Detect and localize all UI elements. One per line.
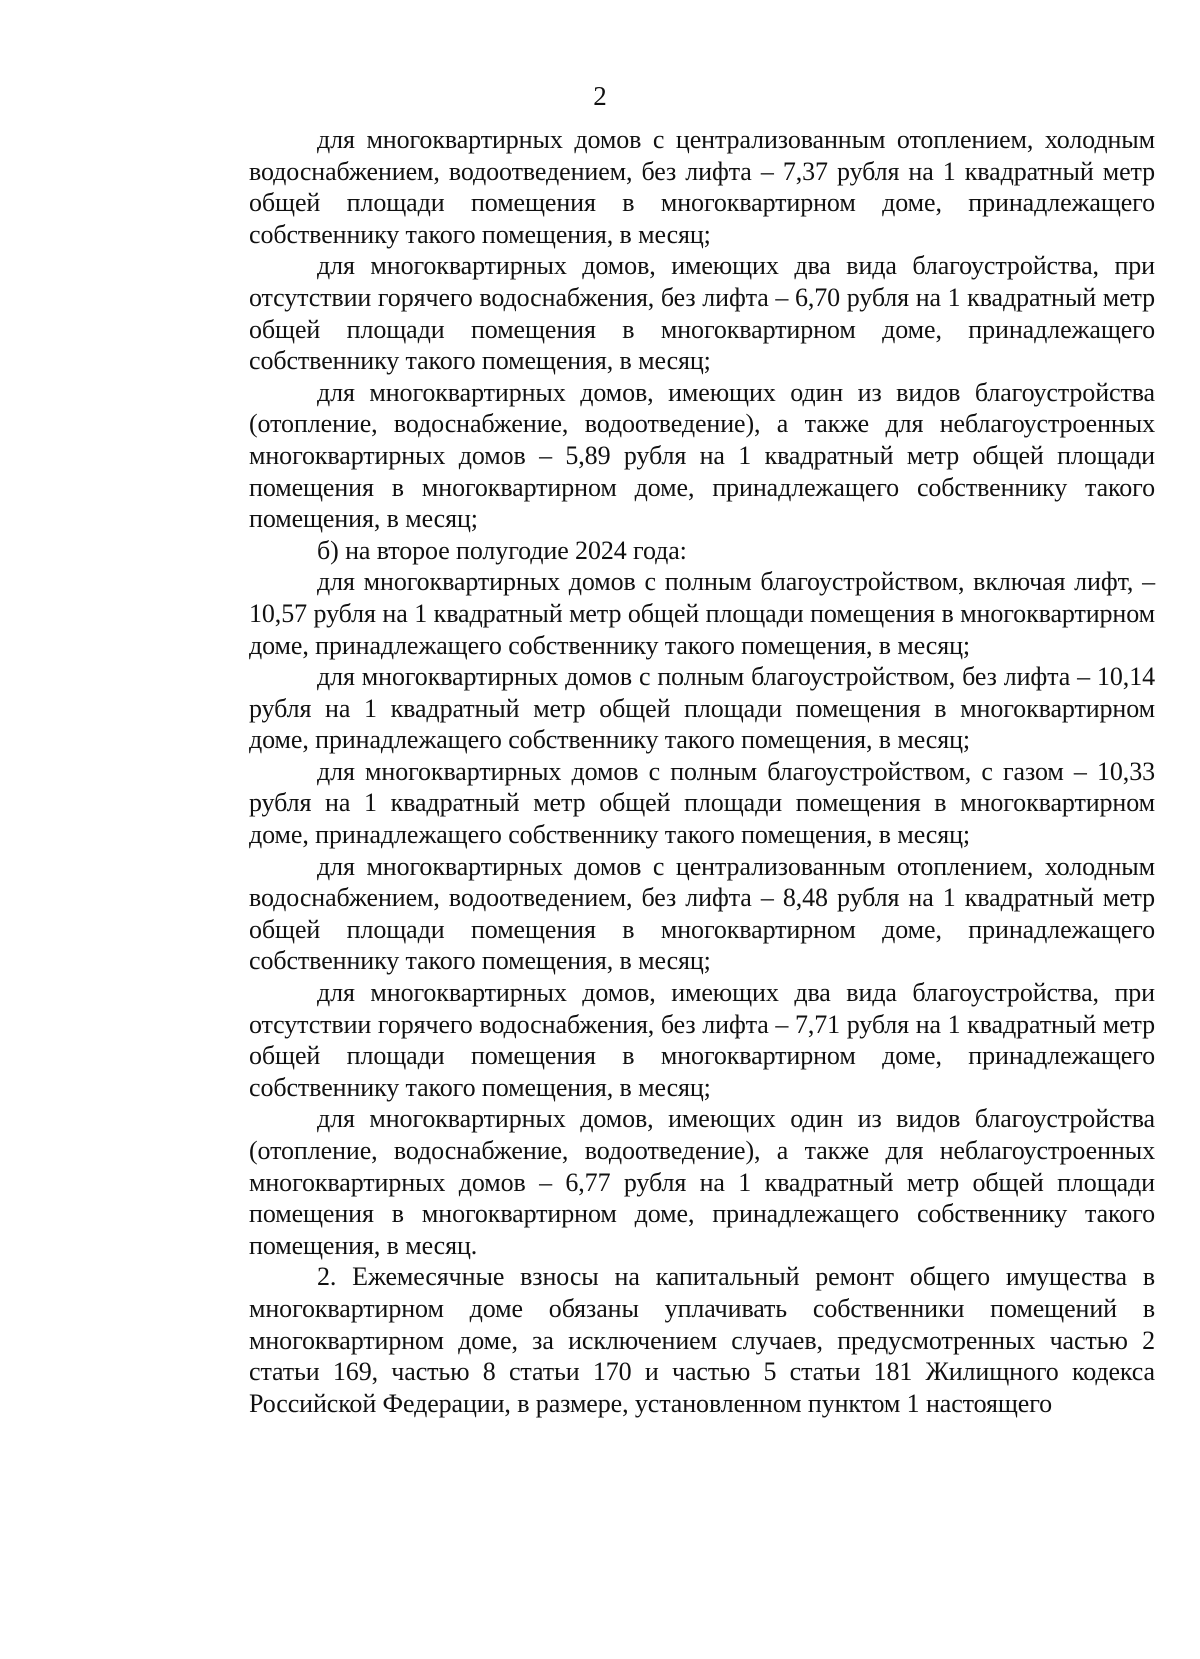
paragraph-full-no-lift-2h: для многоквартирных домов с полным благоустройством, без лифта – 10,14 рубля на 1 квадратный метр общей площади помещения в многоквартирном доме, принадлежащего собственнику такого помещения, в месяц; (249, 662, 1155, 755)
paragraph-two-amenities-2h: для многоквартирных домов, имеющих два вида благоустройства, при отсутствии горячего водоснабжения, без лифта – 7,71 рубля на 1 квадратный метр общей площади помещения в многоквартирном доме, принадлежащего собственнику такого помещения, в месяц; (249, 978, 1155, 1102)
paragraph-full-with-lift-2h: для многоквартирных домов с полным благоустройством, включая лифт, – 10,57 рубля на 1 квадратный метр общей площади помещения в многоквартирном доме, принадлежащего собственнику такого помещения, в месяц; (249, 567, 1155, 660)
paragraph-one-amenity-2h: для многоквартирных домов, имеющих один из видов благоустройства (отопление, водоснабжение, водоотведение), а также для неблагоустроенных многоквартирных домов – 6,77 рубля на 1 квадратный метр общей площади помещения в многоквартирном доме, принадлежащего собственнику такого помещения, в месяц. (249, 1104, 1155, 1260)
page-number: 2 (593, 81, 607, 111)
paragraph-clause-2: 2. Ежемесячные взносы на капитальный ремонт общего имущества в многоквартирном доме обязаны уплачивать собственники помещений в многоквартирном доме, за исключением случаев, предусмотренных частью 2 статьи 169, частью 8 статьи 170 и частью 5 статьи 181 Жилищного кодекса Российской Федерации, в размере, установленном пунктом 1 настоящего (249, 1262, 1155, 1418)
paragraph-heat-cold-water-2h: для многоквартирных домов с централизованным отоплением, холодным водоснабжением, водоотведением, без лифта – 8,48 рубля на 1 квадратный метр общей площади помещения в многоквартирном доме, принадлежащего собственнику такого помещения, в месяц; (249, 851, 1155, 976)
paragraph-heat-cold-water-1h: для многоквартирных домов с централизованным отоплением, холодным водоснабжением, водоотведением, без лифта – 7,37 рубля на 1 квадратный метр общей площади помещения в многоквартирном доме, принадлежащего собственнику такого помещения, в месяц; (249, 125, 1155, 249)
paragraph-full-with-gas-2h: для многоквартирных домов с полным благоустройством, с газом – 10,33 рубля на 1 квадратный метр общей площади помещения в многоквартирном доме, принадлежащего собственнику такого помещения, в месяц; (249, 756, 1155, 850)
paragraph-second-half-heading: б) на второе полугодие 2024 года: (317, 535, 687, 565)
document-body (249, 124, 1155, 1419)
paragraph-two-amenities-1h: для многоквартирных домов, имеющих два вида благоустройства, при отсутствии горячего водоснабжения, без лифта – 6,70 рубля на 1 квадратный метр общей площади помещения в многоквартирном доме, принадлежащего собственнику такого помещения, в месяц; (249, 251, 1155, 376)
paragraph-one-amenity-1h: для многоквартирных домов, имеющих один из видов благоустройства (отопление, водоснабжение, водоотведение), а также для неблагоустроенных многоквартирных домов – 5,89 рубля на 1 квадратный метр общей площади помещения в многоквартирном доме, принадлежащего собственнику такого помещения, в месяц; (249, 377, 1155, 534)
